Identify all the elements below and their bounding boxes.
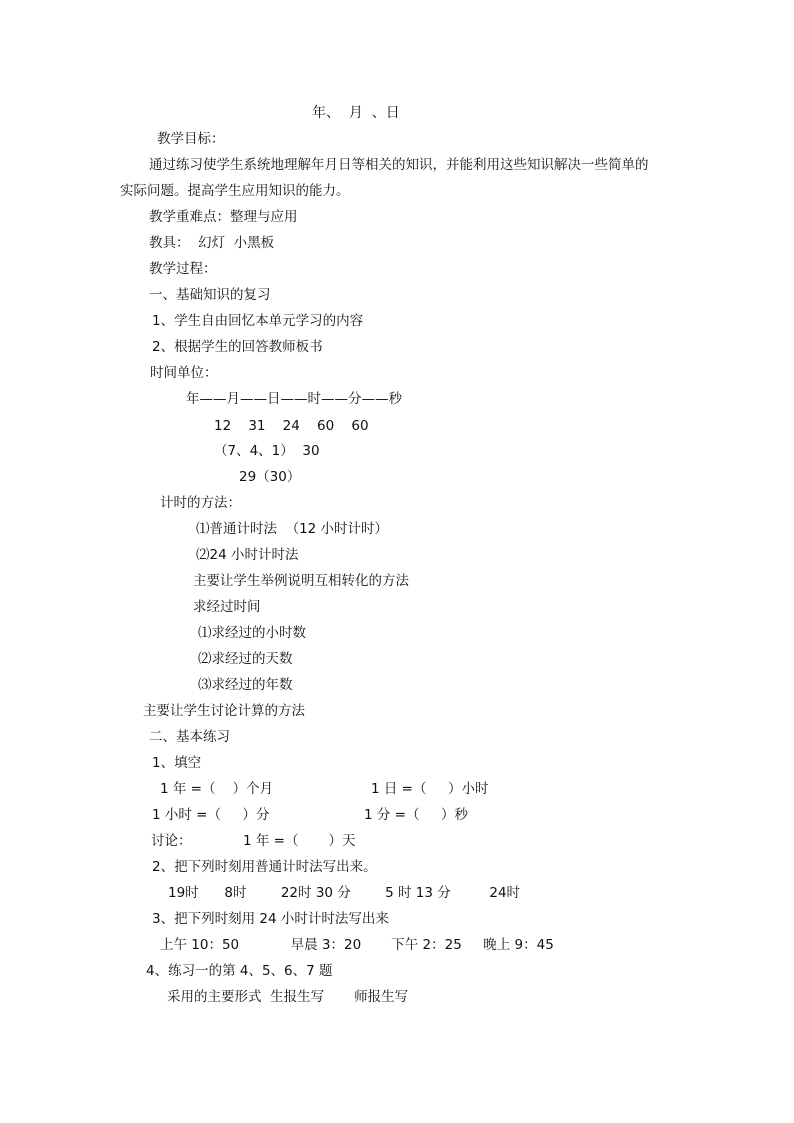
fill-item-2b: 1 分 =（ ）秒 [364,807,468,823]
units-values-2: （7、4、1） 30 [214,443,320,459]
convert-12-heading: 2、把下列时刻用普通计时法写出来。 [152,859,377,875]
goal-text-line-2: 实际问题。提高学生应用知识的能力。 [120,183,350,199]
convert-24-heading: 3、把下列时刻用 24 小时计时法写出来 [152,911,389,927]
method-note: 主要让学生举例说明互相转化的方法 [193,573,409,589]
fill-item-1b: 1 日 =（ ）小时 [371,781,489,797]
section-1-heading: 一、基础知识的复习 [149,287,271,303]
time-units-label: 时间单位： [150,365,218,381]
discuss-label: 讨论： [151,833,192,849]
item-1-2: 2、根据学生的回答教师板书 [152,339,323,355]
units-chain: 年——月——日——时——分——秒 [186,391,402,407]
fill-item-1a: 1 年 =（ ）个月 [160,781,274,797]
elapsed-item-1: ⑴求经过的小时数 [198,625,306,641]
teaching-tools: 教具： 幻灯 小黑板 [149,235,275,251]
document-title: 年、 月 、日 [312,105,400,121]
units-values: 12 31 24 60 60 [214,418,369,434]
elapsed-heading: 求经过时间 [193,599,261,615]
exercise-line: 4、练习一的第 4、5、6、7 题 [146,963,333,979]
timing-methods-label: 计时的方法： [160,495,241,511]
elapsed-note: 主要让学生讨论计算的方法 [143,703,305,719]
fill-heading: 1、填空 [152,755,202,771]
exercise-form: 采用的主要形式 生报生写 师报生写 [167,989,409,1005]
discuss-text: 1 年 =（ ）天 [243,833,356,849]
item-1-1: 1、学生自由回忆本单元学习的内容 [152,313,364,329]
timing-method-2: ⑵24 小时计时法 [196,547,299,563]
goal-text-line-1: 通过练习使学生系统地理解年月日等相关的知识，并能利用这些知识解决一些简单的 [149,157,649,173]
units-values-3: 29（30） [239,469,301,485]
convert-12-values: 19时 8时 22时 30 分 5 时 13 分 24时 [168,885,521,901]
process-heading: 教学过程： [149,261,217,277]
fill-item-2a: 1 小时 =（ ）分 [152,807,270,823]
timing-method-1: ⑴普通计时法 （12 小时计时） [196,521,389,537]
elapsed-item-2: ⑵求经过的天数 [198,651,293,667]
goal-heading: 教学目标： [157,131,225,147]
key-points: 教学重难点：整理与应用 [149,209,298,225]
elapsed-item-3: ⑶求经过的年数 [198,677,293,693]
convert-24-values: 上午 10：50 早晨 3：20 下午 2：25 晚上 9：45 [160,937,554,953]
section-2-heading: 二、基本练习 [149,729,230,745]
